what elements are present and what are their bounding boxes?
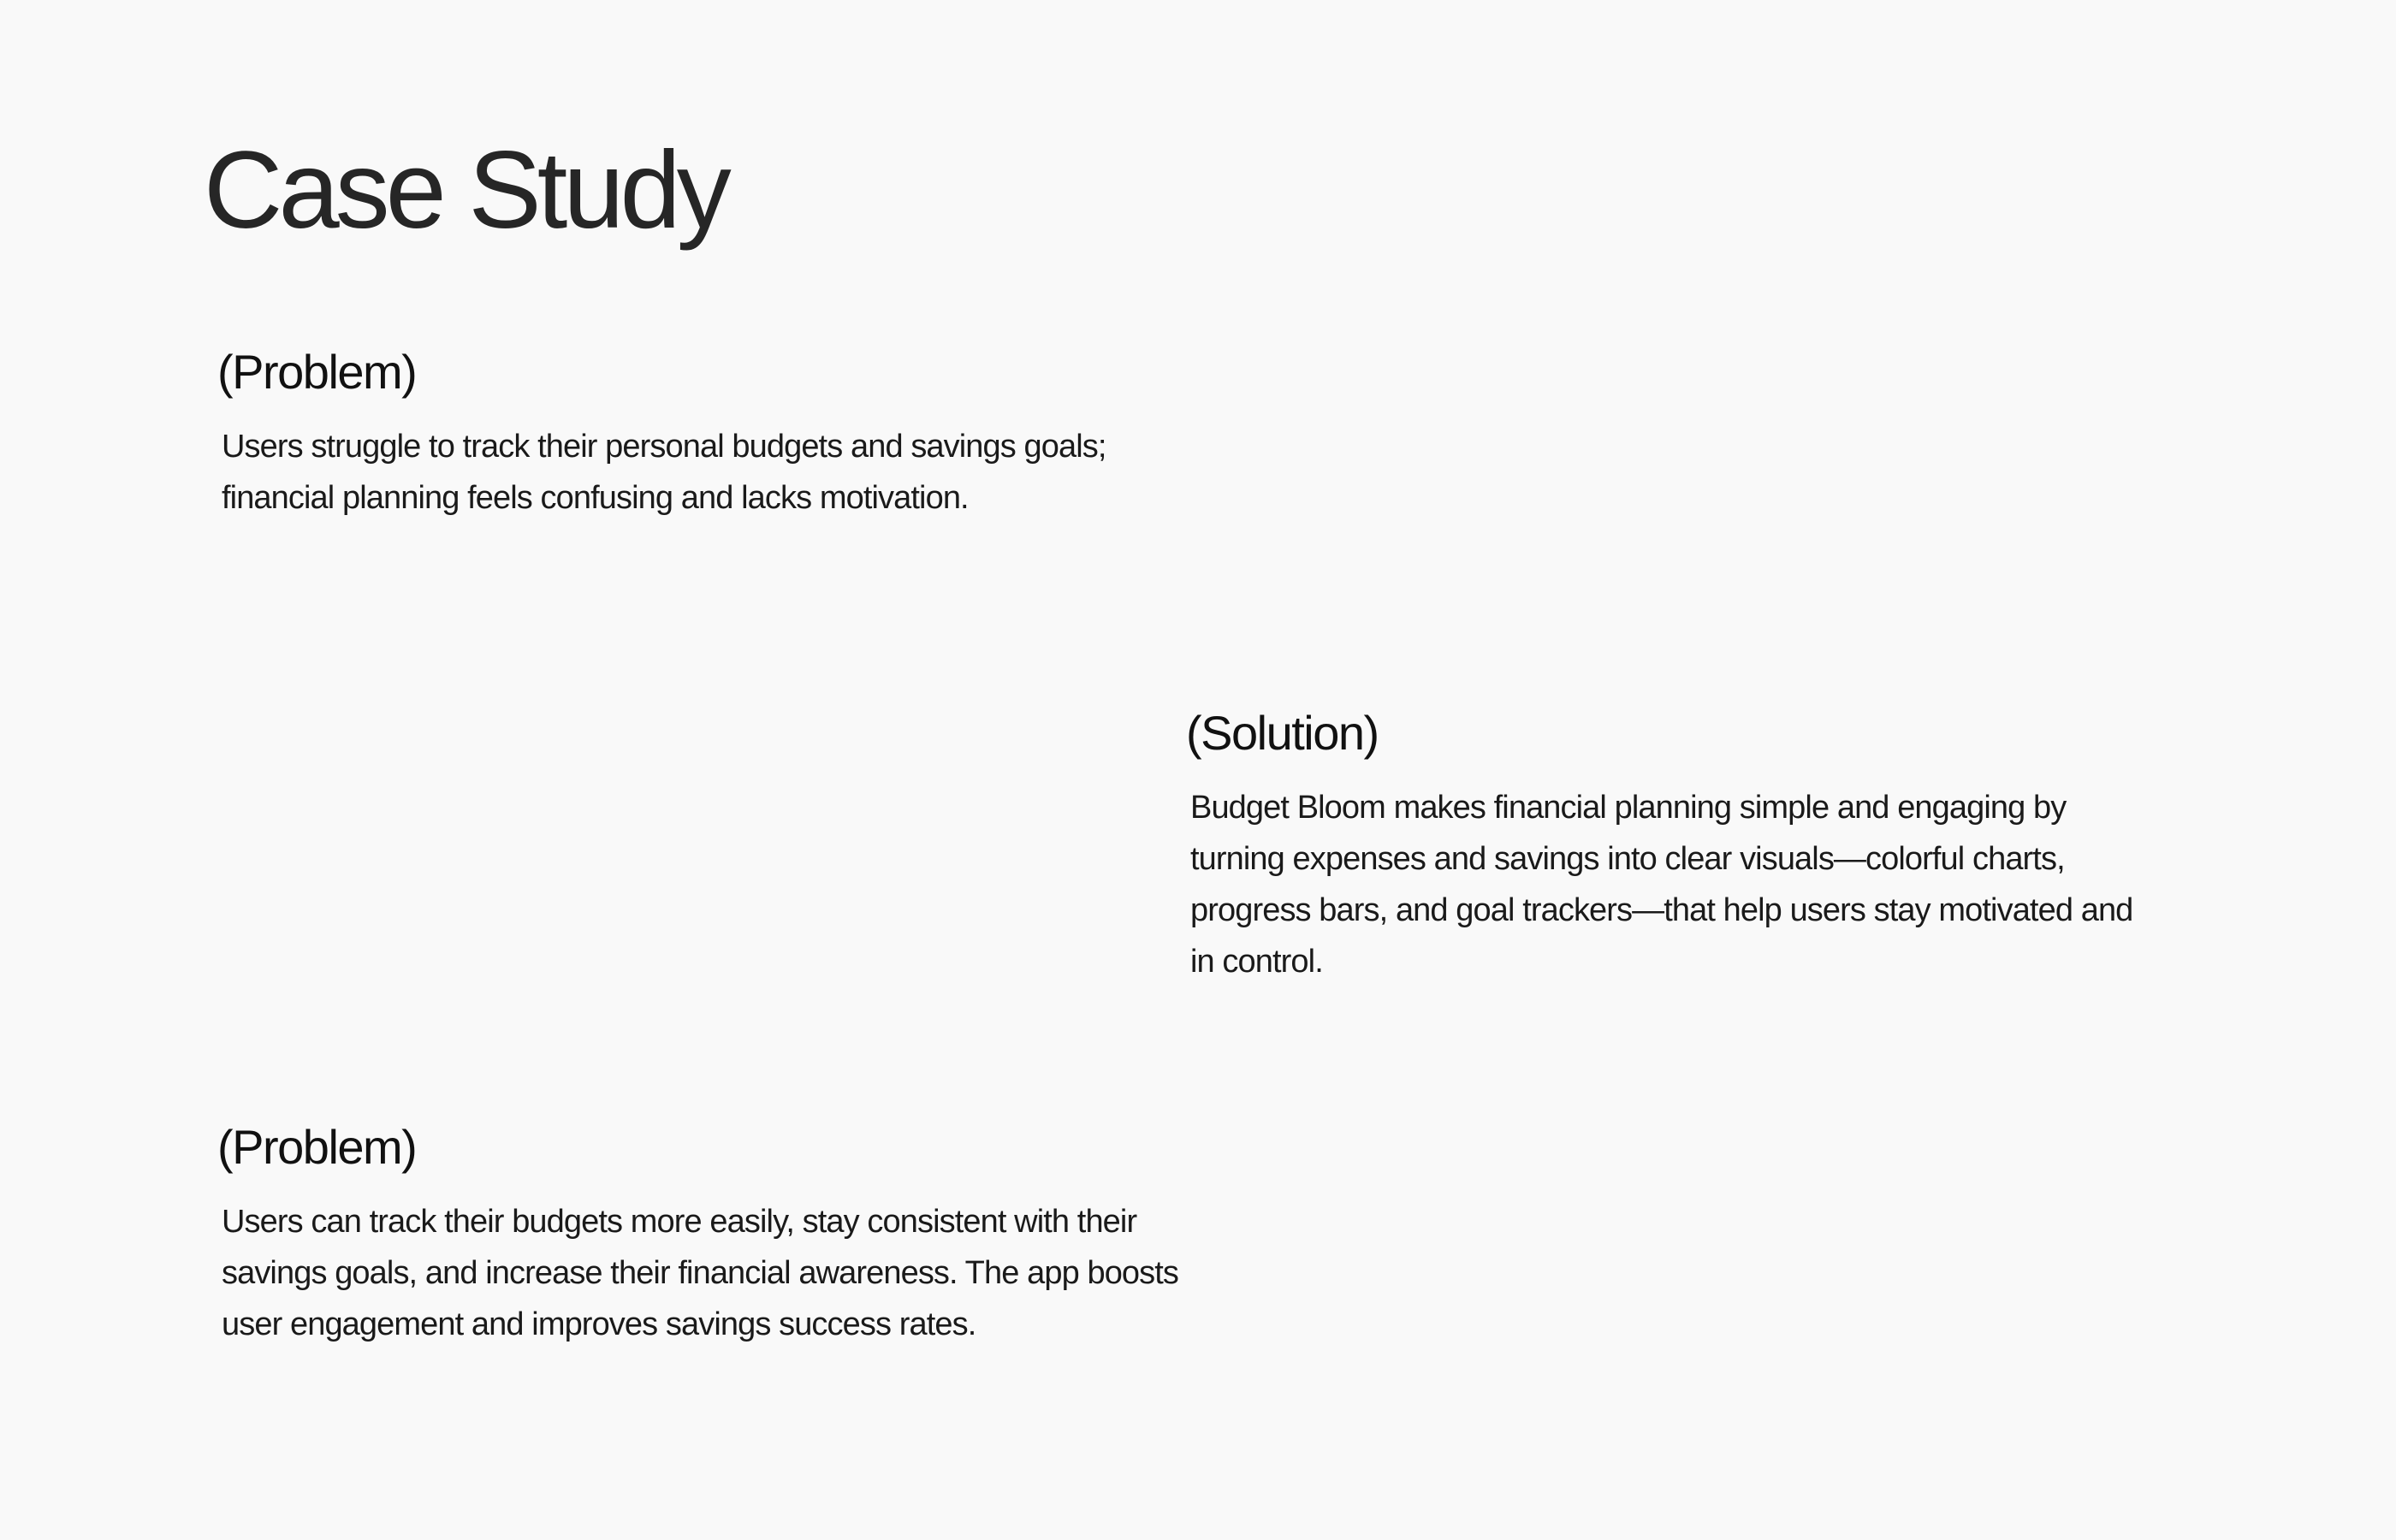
outcome-section [217,1117,1178,1350]
problem-heading: (Problem) [217,345,417,399]
text-line: Users can track their budgets more easily, stay consistent with their [222,1204,1137,1240]
problem-section [217,342,1106,524]
text-line: in control. [1190,944,1323,980]
solution-section [1186,703,2132,987]
solution-description [1190,782,2132,987]
page-title: Case Study [204,129,727,252]
text-line: savings goals, and increase their financial awareness. The app boosts [222,1255,1179,1291]
problem-description [222,421,1106,524]
text-line: turning expenses and savings into clear visuals—colorful charts, [1190,841,2065,877]
outcome-heading: (Problem) [217,1120,417,1174]
text-line: Budget Bloom makes financial planning simple and engaging by [1190,790,2067,826]
text-line: financial planning feels confusing and lacks motivation. [222,480,969,516]
solution-heading: (Solution) [1186,706,1379,760]
text-line: progress bars, and goal trackers—that help users stay motivated and [1190,892,2133,928]
outcome-description [222,1196,1178,1350]
text-line: Users struggle to track their personal budgets and savings goals; [222,429,1106,465]
text-line: user engagement and improves savings success rates. [222,1306,976,1342]
